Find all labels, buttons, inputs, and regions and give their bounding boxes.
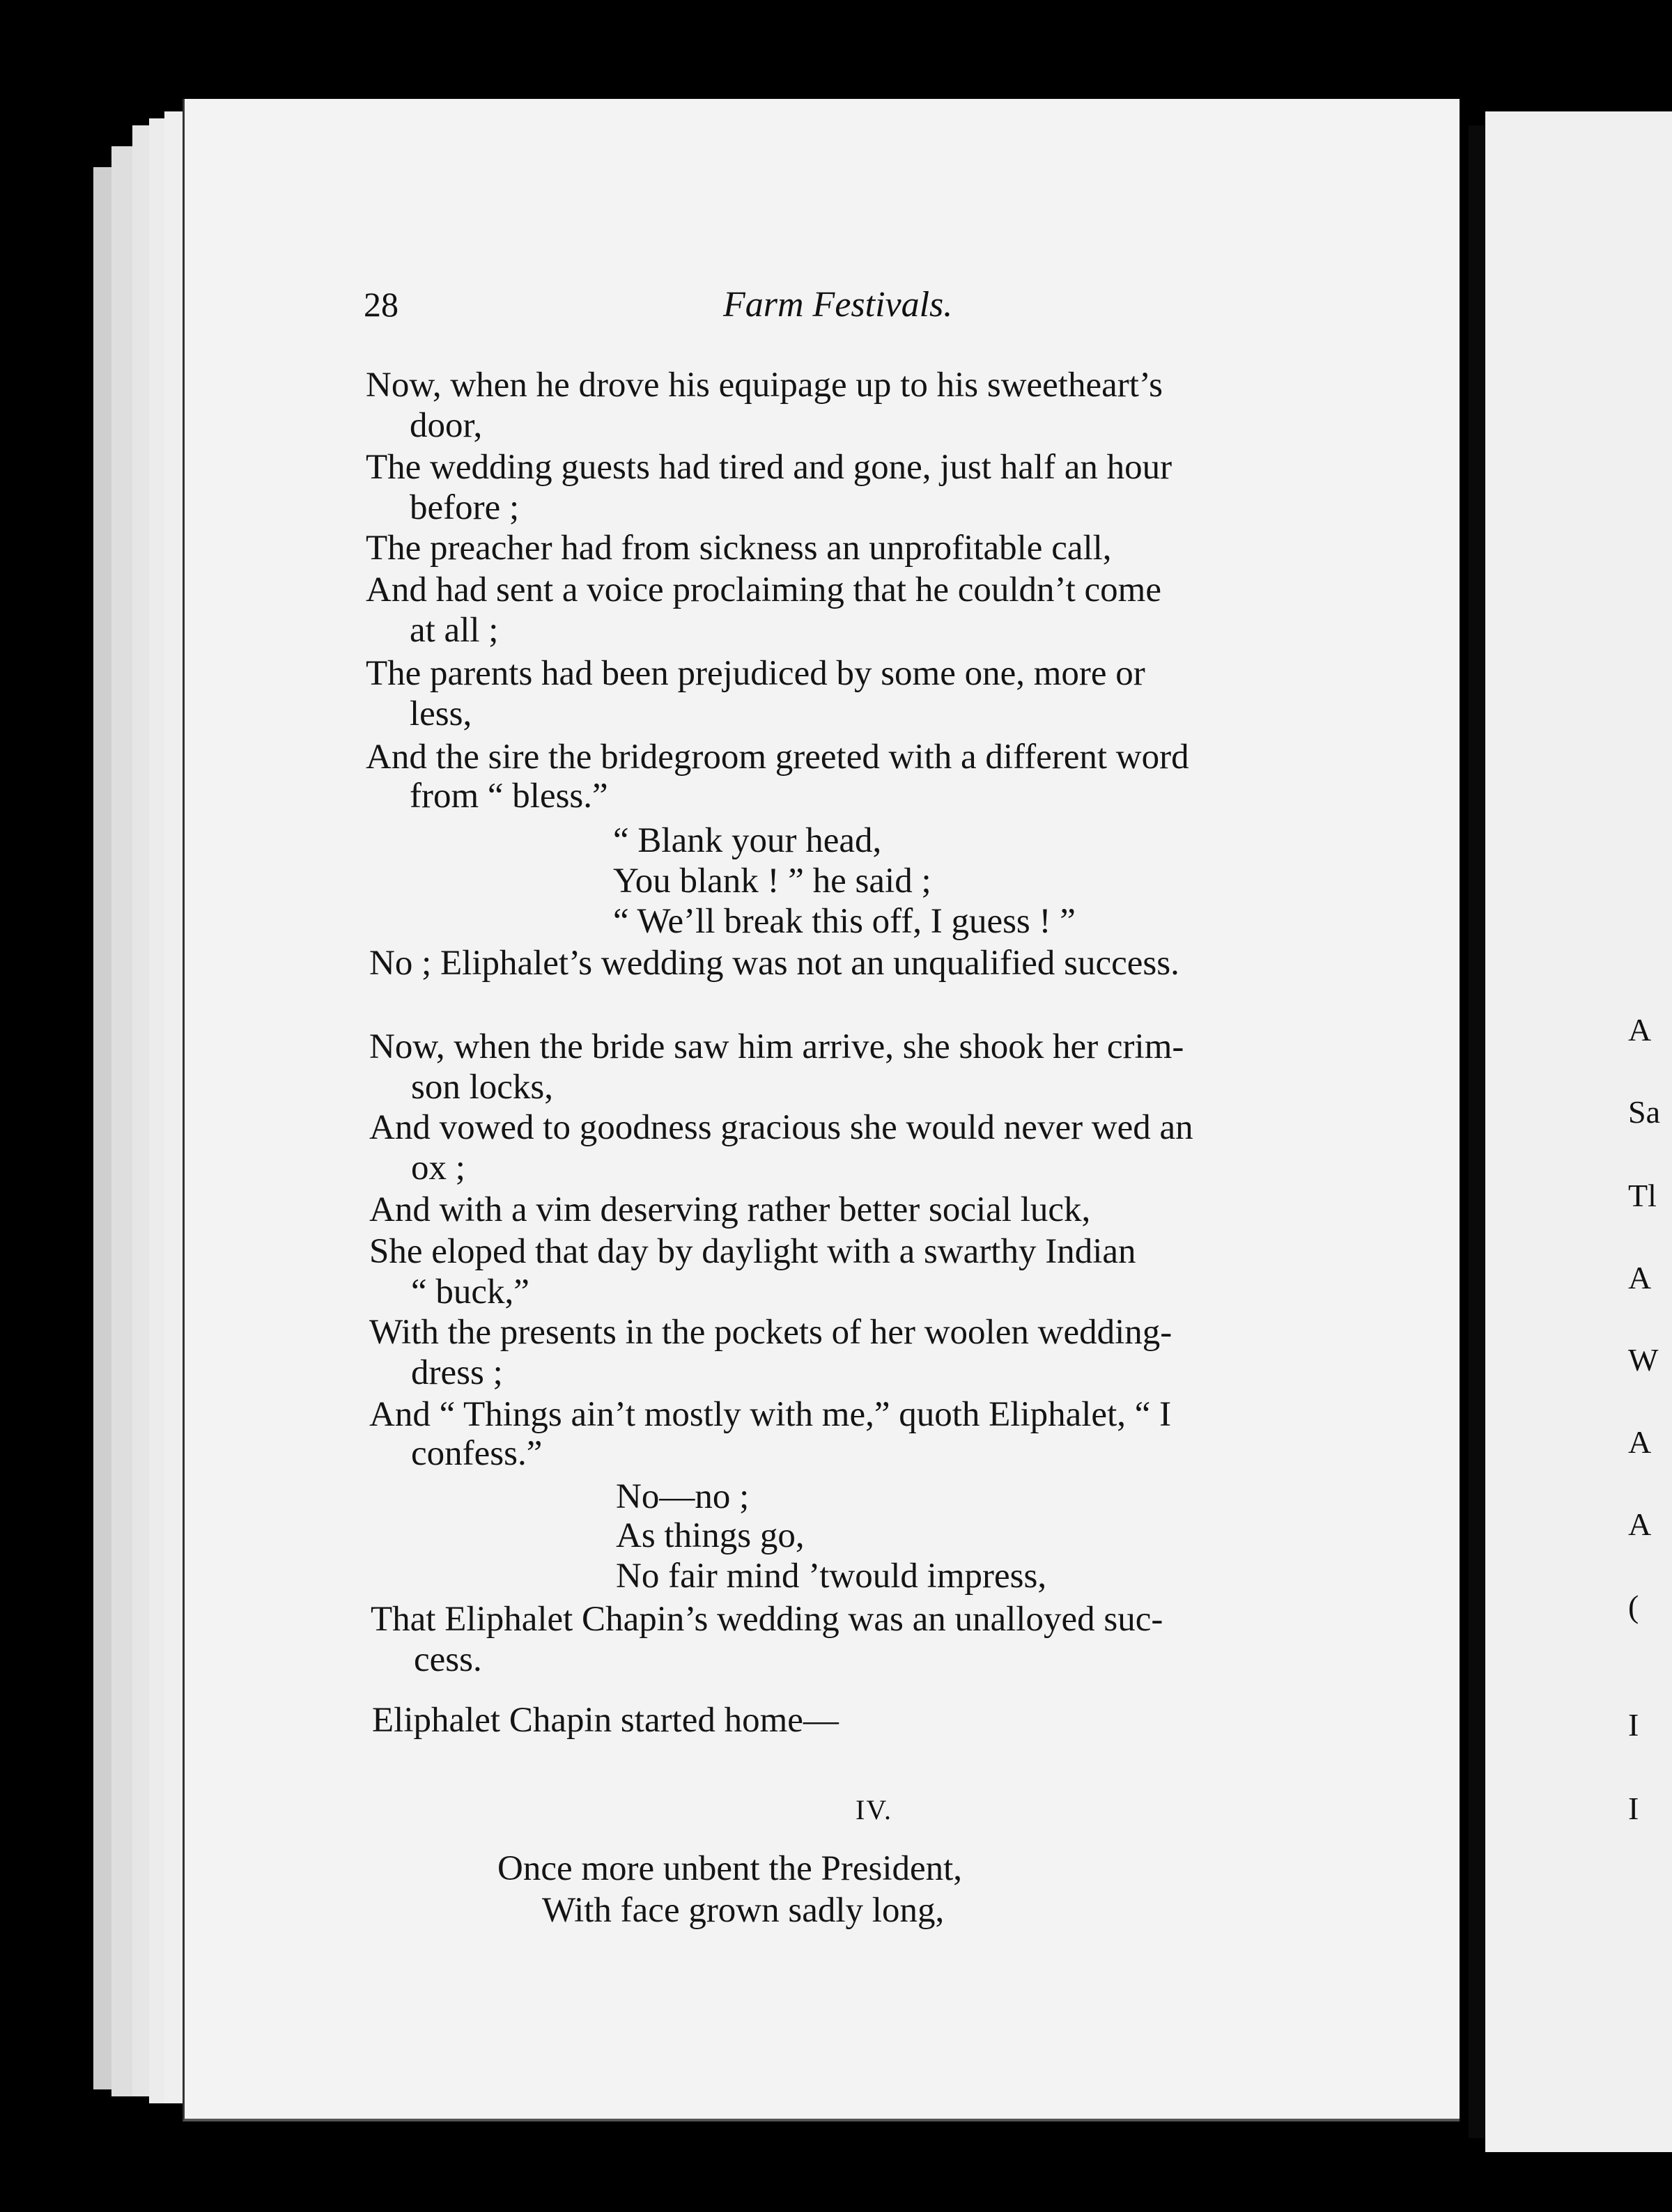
facing-page-fragment: I bbox=[1628, 1707, 1639, 1743]
poem-line: less, bbox=[410, 694, 472, 733]
poem-line: And the sire the bridegroom greeted with a different word bbox=[366, 738, 1189, 777]
facing-page-fragment: W bbox=[1628, 1342, 1659, 1378]
poem-line: before ; bbox=[410, 488, 520, 527]
poem-line: With face grown sadly long, bbox=[542, 1891, 945, 1930]
facing-page bbox=[1485, 111, 1672, 2152]
page-number: 28 bbox=[364, 285, 398, 324]
poem-line: confess.” bbox=[411, 1434, 543, 1473]
facing-page-fragment: Sa bbox=[1628, 1094, 1660, 1130]
poem-line: And with a vim deserving rather better social luck, bbox=[369, 1190, 1091, 1229]
poem-line: No ; Eliphalet’s wedding was not an unqualified success. bbox=[369, 944, 1179, 983]
poem-line: “ buck,” bbox=[411, 1272, 529, 1311]
facing-page-fragment: A bbox=[1628, 1424, 1652, 1460]
poem-line: cess. bbox=[414, 1640, 482, 1679]
poem-line: And had sent a voice proclaiming that he couldn’t come bbox=[366, 570, 1161, 609]
poem-line: With the presents in the pockets of her woolen wedding- bbox=[369, 1313, 1172, 1352]
poem-line: That Eliphalet Chapin’s wedding was an unalloyed suc- bbox=[371, 1600, 1163, 1639]
poem-line: And vowed to goodness gracious she would never wed an bbox=[369, 1108, 1193, 1147]
facing-page-fragment: A bbox=[1628, 1506, 1652, 1542]
poem-line: And “ Things ain’t mostly with me,” quoth Eliphalet, “ I bbox=[369, 1395, 1172, 1434]
poem-line: son locks, bbox=[411, 1068, 553, 1107]
facing-page-fragment: A bbox=[1628, 1260, 1652, 1295]
poem-line: Now, when the bride saw him arrive, she shook her crim- bbox=[369, 1027, 1184, 1066]
poem-line: As things go, bbox=[616, 1516, 805, 1555]
poem-line: Once more unbent the President, bbox=[497, 1849, 963, 1888]
closing-line: Eliphalet Chapin started home— bbox=[372, 1701, 839, 1740]
poem-line: You blank ! ” he said ; bbox=[613, 862, 931, 901]
poem-line: The preacher had from sickness an unprofitable call, bbox=[366, 529, 1112, 568]
poem-line: The parents had been prejudiced by some one, more or bbox=[366, 654, 1145, 693]
poem-line: “ Blank your head, bbox=[613, 821, 882, 860]
poem-line: She eloped that day by daylight with a swarthy Indian bbox=[369, 1232, 1136, 1271]
running-head: Farm Festivals. bbox=[723, 285, 953, 325]
poem-line: No fair mind ’twould impress, bbox=[616, 1557, 1047, 1596]
facing-page-fragment: I bbox=[1628, 1791, 1639, 1826]
section-number: IV. bbox=[856, 1794, 893, 1825]
poem-line: at all ; bbox=[410, 611, 499, 650]
poem-line: from “ bless.” bbox=[410, 777, 608, 816]
poem-line: door, bbox=[410, 406, 483, 445]
book-gutter bbox=[1469, 125, 1485, 2138]
poem-line: “ We’ll break this off, I guess ! ” bbox=[613, 902, 1076, 941]
facing-page-fragment: ( bbox=[1628, 1589, 1639, 1624]
poem-line: No—no ; bbox=[616, 1477, 750, 1516]
poem-line: ox ; bbox=[411, 1148, 465, 1187]
facing-page-fragment: Tl bbox=[1628, 1178, 1657, 1213]
poem-line: dress ; bbox=[411, 1353, 503, 1392]
facing-page-fragment: A bbox=[1628, 1012, 1652, 1047]
poem-line: The wedding guests had tired and gone, just half an hour bbox=[366, 448, 1172, 487]
poem-line: Now, when he drove his equipage up to his sweetheart’s bbox=[366, 366, 1163, 405]
